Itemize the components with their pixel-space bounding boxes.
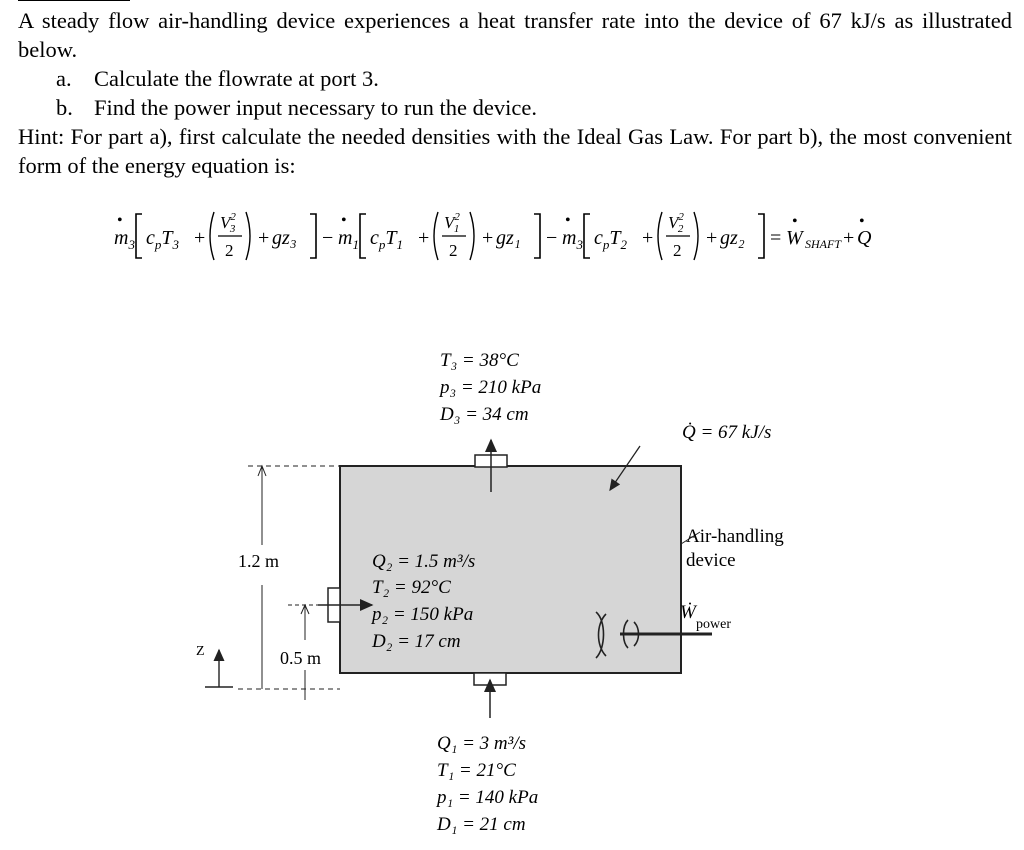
eq-gz1: gz₁ [496, 227, 521, 249]
part-a-label: a. [56, 66, 72, 91]
eq-minus: − [546, 227, 558, 249]
eq-plus: + [258, 227, 270, 249]
eq-minus: − [322, 227, 334, 249]
eq-plus: + [642, 227, 654, 249]
port3-d: D₃ = 34 cm [440, 404, 529, 425]
hint-text: Hint: For part a), first calculate the needed densities with the Ideal Gas Law. For part b), the most convenient form of the energy equation is: [18, 124, 1012, 178]
eq-plus: + [482, 227, 494, 249]
eq-two: 2 [225, 241, 234, 260]
port1-q: Q₁ = 3 m³/s [437, 733, 526, 754]
port2-d: D₂ = 17 cm [372, 631, 461, 652]
w-power-sub: power [696, 617, 731, 632]
port1-t: T₁ = 21°C [437, 760, 516, 781]
eq-two: 2 [673, 241, 682, 260]
part-a-text: Calculate the flowrate at port 3. [94, 66, 379, 91]
eq-two: 2 [449, 241, 458, 260]
eq-plus: + [194, 227, 206, 249]
port2-q: Q₂ = 1.5 m³/s [372, 551, 476, 572]
port3-p: p₃ = 210 kPa [440, 377, 542, 398]
port1-d: D₁ = 21 cm [437, 814, 526, 835]
eq-plus: + [843, 227, 855, 249]
eq-plus: + [706, 227, 718, 249]
port2-p: p₂ = 150 kPa [372, 604, 474, 625]
device-label-line2: device [686, 550, 736, 571]
eq-w-shaft: W [786, 227, 803, 249]
eq-dot: • [565, 212, 571, 229]
w-power: Ẇ [680, 602, 696, 623]
eq-v1sq: $V^2$ 1 [444, 211, 460, 235]
eq-m3b: $m_3$ [562, 227, 583, 252]
device-label-line1: Air-handling [686, 526, 784, 547]
eq-v3sq: $V^2$ 3 [220, 211, 236, 235]
eq-q: Q [857, 227, 872, 249]
height-total: 1.2 m [238, 551, 280, 571]
port1-p: p₁ = 140 kPa [437, 787, 539, 808]
eq-dot: • [117, 212, 123, 229]
eq-shaft-sub: SHAFT [805, 237, 841, 251]
eq-dot: • [859, 213, 865, 230]
part-b-label: b. [56, 95, 73, 120]
eq-cpt3: $c_pT_3$ [146, 227, 180, 252]
eq-v2sq: $V^2$ 2 [668, 211, 684, 235]
eq-dot: • [341, 212, 347, 229]
problem-intro: A steady flow air-handling device experiences a heat transfer rate into the device of 67 kJ/s as illustrated below. [18, 8, 1012, 62]
eq-cpt2: $c_pT_2$ [594, 227, 628, 252]
eq-equals: = [770, 227, 782, 249]
eq-dot: • [792, 213, 798, 230]
port3-t: T₃ = 38°C [440, 350, 519, 371]
height-port2: 0.5 m [280, 648, 322, 668]
z-axis-label: Z [196, 644, 205, 659]
eq-m3: $m_3$ [114, 227, 135, 252]
eq-gz2: gz₂ [720, 227, 745, 249]
port2-t: T₂ = 92°C [372, 577, 451, 598]
eq-gz3: gz₃ [272, 227, 297, 249]
eq-m1: $m_1$ [338, 227, 359, 252]
eq-plus: + [418, 227, 430, 249]
heat-label: Q̇ = 67 kJ/s [682, 422, 772, 443]
part-b-text: Find the power input necessary to run the device. [94, 95, 538, 120]
eq-cpt1: $c_pT_1$ [370, 227, 404, 252]
